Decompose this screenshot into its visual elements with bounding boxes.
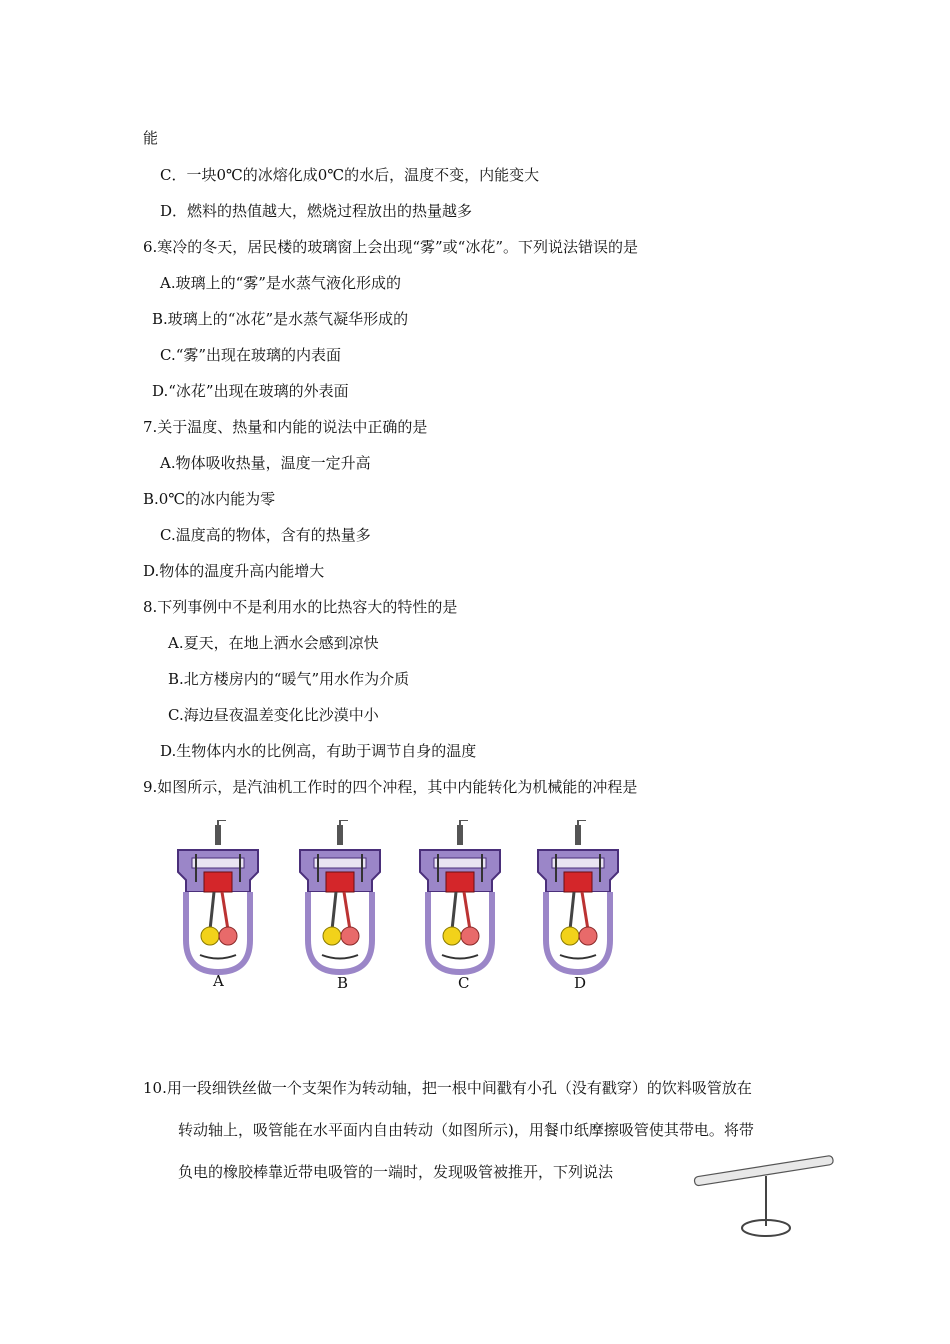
option-7b: B.0℃的冰内能为零 (143, 490, 276, 508)
engine-d-icon (538, 820, 618, 972)
option-6c: C.“雾”出现在玻璃的内表面 (160, 346, 342, 364)
straw-stand-figure (690, 1150, 840, 1242)
engine-label-d: D (574, 974, 587, 992)
option-8c: C.海边昼夜温差变化比沙漠中小 (168, 706, 379, 724)
option-6b: B.玻璃上的“冰花”是水蒸气凝华形成的 (152, 310, 409, 328)
option-7d: D.物体的温度升高内能增大 (143, 562, 325, 580)
engine-strokes-figure (170, 820, 650, 1000)
option-8a: A.夏天，在地上洒水会感到凉快 (168, 634, 379, 652)
question-7: 7.关于温度、热量和内能的说法中正确的是 (143, 418, 428, 436)
question-10-line-1: 10.用一段细铁丝做一个支架作为转动轴，把一根中间戳有小孔（没有戳穿）的饮料吸管放在 (143, 1079, 752, 1097)
engine-c-icon (420, 820, 500, 972)
engine-label-c: C (458, 974, 470, 992)
option-6d: D.“冰花”出现在玻璃的外表面 (152, 382, 349, 400)
engine-label-a: A (213, 972, 224, 990)
option-6a: A.玻璃上的“雾”是水蒸气液化形成的 (160, 274, 401, 292)
option-5c: C．一块0℃的冰熔化成0℃的水后，温度不变，内能变大 (160, 166, 540, 184)
option-5d: D．燃料的热值越大，燃烧过程放出的热量越多 (160, 202, 473, 220)
question-8: 8.下列事例中不是利用水的比热容大的特性的是 (143, 598, 458, 616)
option-7a: A.物体吸收热量，温度一定升高 (160, 454, 371, 472)
text-line: 能 (143, 129, 159, 147)
option-8d: D.生物体内水的比例高，有助于调节自身的温度 (160, 742, 477, 760)
option-8b: B.北方楼房内的“暖气”用水作为介质 (168, 670, 410, 688)
engine-label-b: B (337, 974, 349, 992)
question-10-line-2: 转动轴上，吸管能在水平面内自由转动（如图所示)，用餐巾纸摩擦吸管使其带电。将带 (178, 1121, 754, 1139)
engine-b-icon (300, 820, 380, 972)
question-9: 9.如图所示，是汽油机工作时的四个冲程，其中内能转化为机械能的冲程是 (143, 778, 638, 796)
option-7c: C.温度高的物体，含有的热量多 (160, 526, 371, 544)
engine-a-icon (178, 820, 258, 972)
question-6: 6.寒冷的冬天，居民楼的玻璃窗上会出现“雾”或“冰花”。下列说法错误的是 (143, 238, 638, 256)
question-10-line-3: 负电的橡胶棒靠近带电吸管的一端时，发现吸管被推开，下列说法 (178, 1163, 614, 1181)
